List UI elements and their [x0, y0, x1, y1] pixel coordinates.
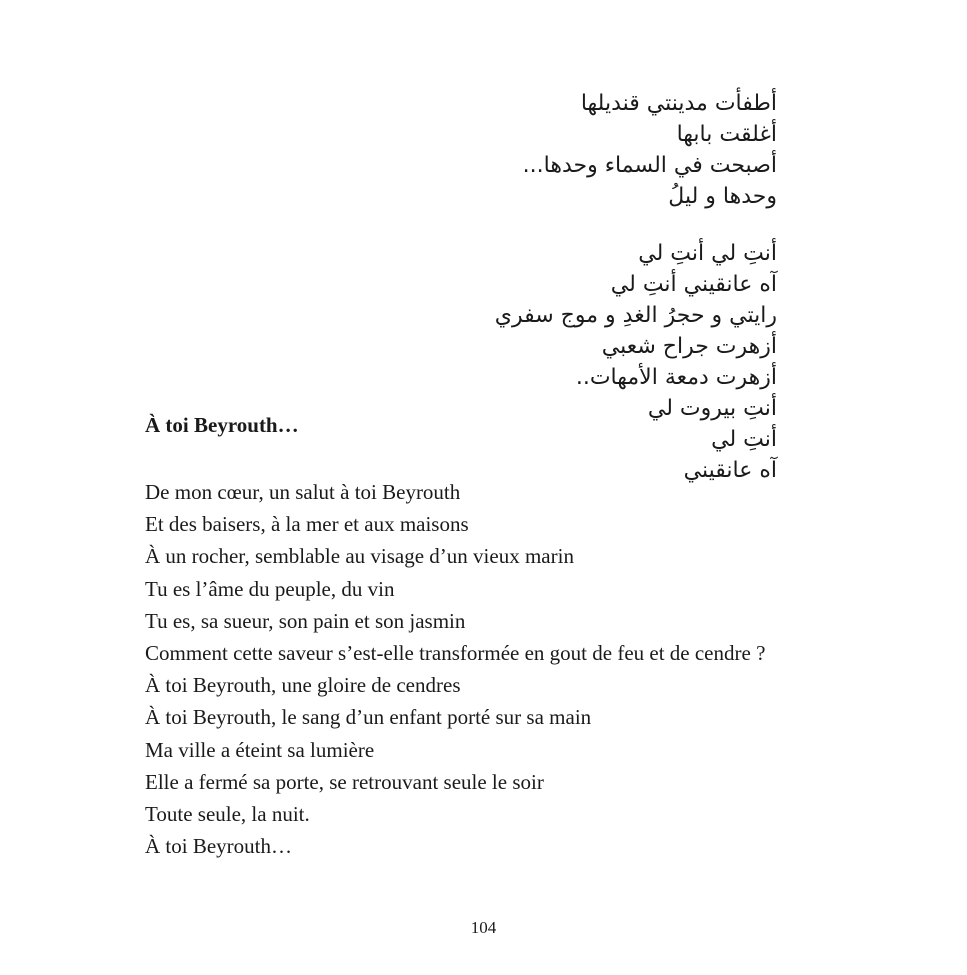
- french-line: À toi Beyrouth, le sang d’un enfant porté sur sa main: [145, 705, 592, 730]
- french-line: À un rocher, semblable au visage d’un vieux marin: [145, 544, 574, 569]
- page-number: 104: [470, 918, 497, 937]
- arabic-line: أزهرت جراح شعبي: [601, 334, 777, 359]
- french-line: À toi Beyrouth…: [145, 834, 292, 859]
- arabic-line: أنتِ لي: [711, 427, 777, 452]
- french-line: Toute seule, la nuit.: [145, 802, 310, 827]
- french-poem: [145, 476, 935, 862]
- french-line: Comment cette saveur s’est-elle transformée en gout de feu et de cendre ?: [145, 641, 766, 666]
- arabic-line: أزهرت دمعة الأمهات..: [575, 365, 777, 390]
- arabic-line: أطفأت مدينتي قنديلها: [580, 91, 777, 116]
- arabic-line: آه عانقيني: [683, 458, 777, 483]
- arabic-line: رايتي و حجرُ الغدِ و موج سفري: [494, 303, 777, 328]
- french-line: Elle a fermé sa porte, se retrouvant seule le soir: [145, 769, 544, 794]
- french-line: Tu es l’âme du peuple, du vin: [145, 576, 395, 601]
- stanza-gap: [357, 212, 777, 238]
- french-line: À toi Beyrouth, une gloire de cendres: [145, 673, 461, 698]
- arabic-line: أصبحت في السماء وحدها...: [522, 153, 777, 178]
- french-poem-title: À toi Beyrouth…: [145, 413, 299, 437]
- french-line: Et des baisers, à la mer et aux maisons: [145, 512, 469, 537]
- arabic-line: آه عانقيني أنتِ لي: [610, 272, 777, 297]
- arabic-line: أنتِ بيروت لي: [647, 396, 777, 421]
- arabic-line: وحدها و ليلُ: [668, 184, 777, 209]
- arabic-line: أغلقت بابها: [676, 122, 777, 147]
- arabic-poem: [357, 88, 777, 486]
- arabic-line: أنتِ لي أنتِ لي: [638, 241, 777, 266]
- french-line: De mon cœur, un salut à toi Beyrouth: [145, 480, 461, 504]
- french-line: Ma ville a éteint sa lumière: [145, 737, 375, 762]
- french-line: Tu es, sa sueur, son pain et son jasmin: [145, 608, 466, 633]
